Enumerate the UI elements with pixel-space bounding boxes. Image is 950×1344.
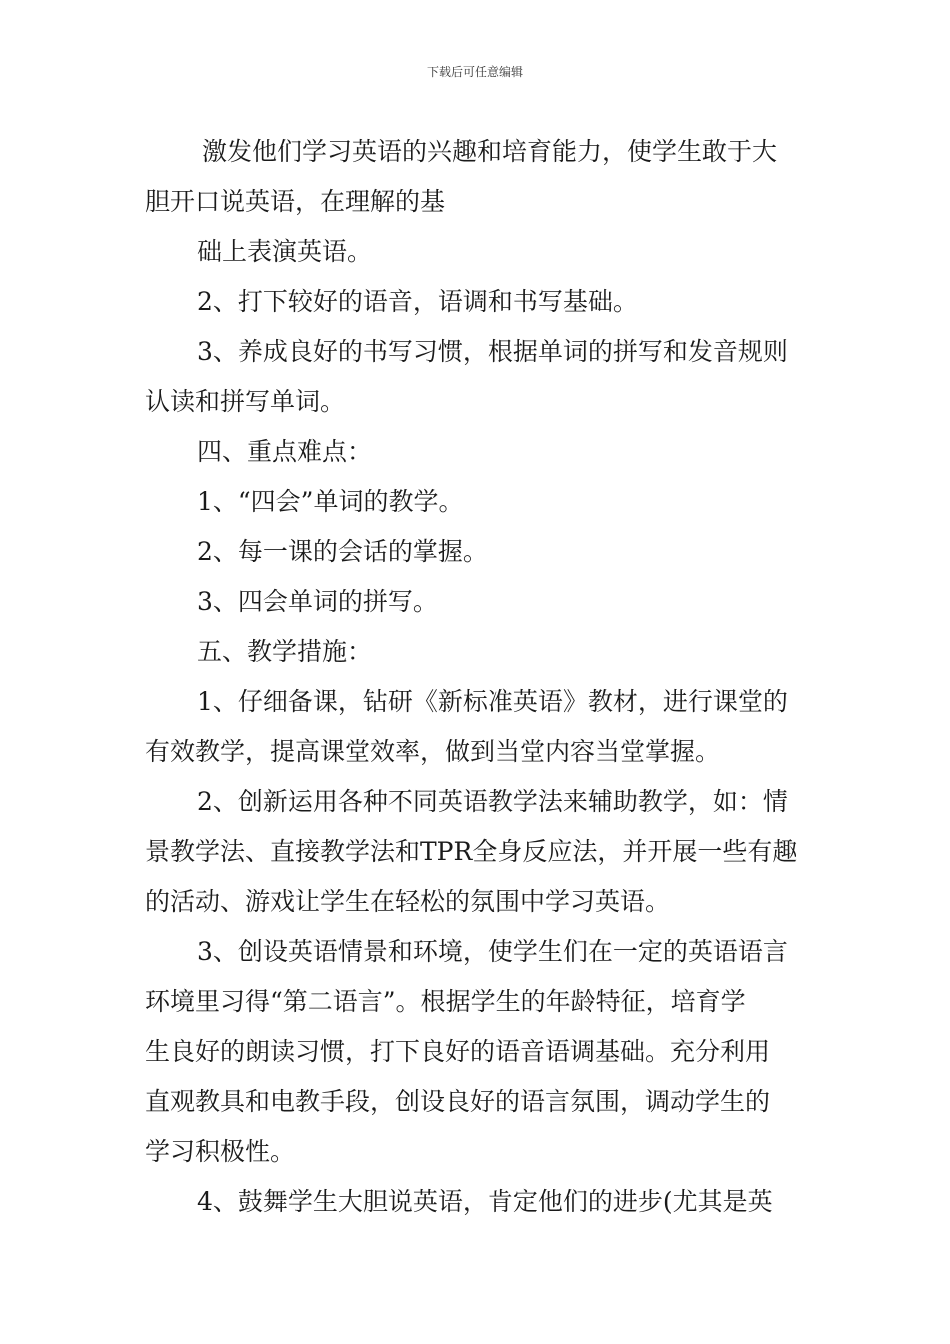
paragraph-line: 的活动、游戏让学生在轻松的氛围中学习英语。 (145, 887, 671, 916)
list-item: 1、“四会”单词的教学。 (197, 487, 464, 516)
section-heading: 五、教学措施： (197, 637, 373, 666)
paragraph-line: 学习积极性。 (145, 1137, 296, 1166)
paragraph-line: 2、打下较好的语音，语调和书写基础。 (197, 287, 638, 316)
paragraph-line: 直观教具和电教手段，创设良好的语言氛围，调动学生的 (145, 1087, 771, 1116)
paragraph-line: 生良好的朗读习惯，打下良好的语音语调基础。充分利用 (145, 1037, 771, 1066)
section-heading: 四、重点难点： (197, 437, 373, 466)
paragraph-line: 3、养成良好的书写习惯，根据单词的拼写和发音规则 (197, 337, 788, 366)
list-item: 3、四会单词的拼写。 (197, 587, 438, 616)
paragraph-line: 础上表演英语。 (197, 237, 373, 266)
document-body (145, 127, 825, 1227)
paragraph-line: 有效教学，提高课堂效率，做到当堂内容当堂掌握。 (145, 737, 721, 766)
paragraph-line: 环境里习得“第二语言”。根据学生的年龄特征，培育学 (145, 987, 746, 1016)
paragraph-line: 景教学法、直接教学法和TPR全身反应法，并开展一些有趣 (145, 837, 798, 866)
paragraph-line: 胆开口说英语，在理解的基 (145, 187, 446, 216)
paragraph-line: 激发他们学习英语的兴趣和培育能力，使学生敢于大 (202, 137, 778, 166)
paragraph-line: 1、仔细备课，钻研《新标准英语》教材，进行课堂的 (197, 687, 788, 716)
paragraph-line: 4、鼓舞学生大胆说英语，肯定他们的进步(尤其是英 (197, 1187, 773, 1216)
paragraph-line: 认读和拼写单词。 (145, 387, 346, 416)
list-item: 2、每一课的会话的掌握。 (197, 537, 488, 566)
page-header-note: 下载后可任意编辑 (426, 65, 523, 79)
paragraph-line: 3、创设英语情景和环境，使学生们在一定的英语语言 (197, 937, 788, 966)
paragraph-line: 2、创新运用各种不同英语教学法来辅助教学，如：情 (197, 787, 788, 816)
